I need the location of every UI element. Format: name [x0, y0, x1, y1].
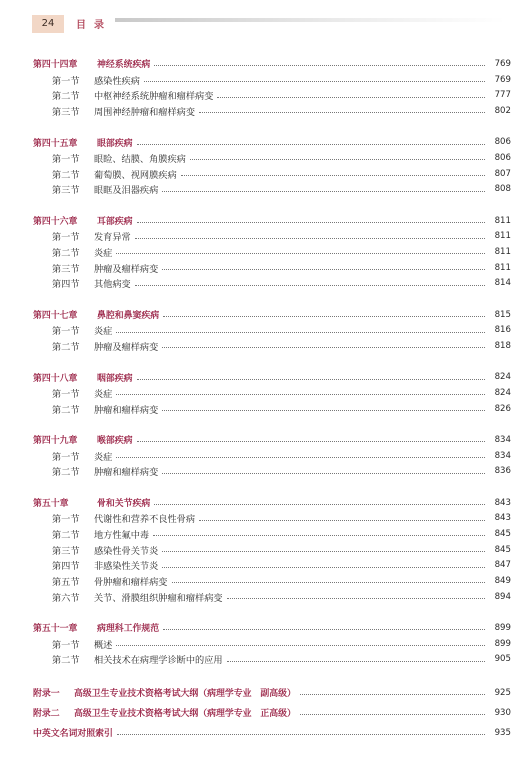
dot-leader: [135, 238, 485, 239]
dot-leader: [116, 457, 485, 458]
section-entry[interactable]: [33, 589, 511, 605]
section-entry-title: 肿瘤和瘤样病变: [94, 404, 159, 416]
section-entry-label: 第一节: [52, 153, 80, 165]
section-entry-title: 概述: [94, 639, 113, 651]
chapter-entry-label: 第四十六章: [33, 217, 78, 228]
chapter-entry-page: 843: [494, 497, 511, 508]
dot-leader: [162, 473, 485, 474]
section-entry-label: 第四节: [52, 561, 80, 573]
dot-leader: [162, 347, 485, 348]
dot-leader: [300, 714, 485, 715]
appendix-entry-page: 935: [494, 727, 511, 738]
section-entry[interactable]: [33, 103, 511, 119]
section-entry-label: 第四节: [52, 279, 80, 291]
section-entry-title: 炎症: [94, 388, 113, 400]
section-entry-title: 肿瘤及瘤样病变: [94, 263, 159, 275]
section-entry-page: 811: [494, 231, 511, 242]
section-entry-page: 847: [494, 560, 511, 571]
page-number: 24: [32, 15, 64, 33]
chapter-entry[interactable]: [33, 134, 511, 150]
section-entry-title: 眼睑、结膜、角膜疾病: [94, 153, 186, 165]
section-entry-page: 777: [494, 90, 511, 101]
dot-leader: [199, 112, 485, 113]
section-entry-page: 843: [494, 513, 511, 524]
dot-leader: [154, 65, 485, 66]
section-entry-label: 第二节: [52, 169, 80, 181]
section-entry[interactable]: [33, 244, 511, 260]
chapter-entry-title: 病理科工作规范: [97, 624, 160, 635]
chapter-entry-title: 骨和关节疾病: [97, 499, 151, 510]
chapter-entry[interactable]: [33, 213, 511, 229]
section-entry[interactable]: [33, 260, 511, 276]
section-entry-title: 中枢神经系统肿瘤和瘤样病变: [94, 91, 214, 103]
section-entry-label: 第一节: [52, 514, 80, 526]
section-entry-title: 眼眶及泪器疾病: [94, 185, 159, 197]
chapter-entry-label: 第四十九章: [33, 436, 78, 447]
section-entry[interactable]: [33, 322, 511, 338]
dot-leader: [163, 629, 485, 630]
chapter-entry-label: 第四十七章: [33, 311, 78, 322]
dot-leader: [163, 316, 485, 317]
chapter-gap: [33, 354, 511, 370]
chapter-entry-label: 第四十四章: [33, 60, 78, 71]
section-entry-page: 834: [494, 450, 511, 461]
section-entry-title: 关节、滑膜组织肿瘤和瘤样病变: [94, 592, 223, 604]
chapter-entry-label: 第四十八章: [33, 373, 78, 384]
chapter-entry-title: 耳部疾病: [97, 217, 133, 228]
section-entry[interactable]: [33, 228, 511, 244]
section-entry-label: 第六节: [52, 592, 80, 604]
chapter-entry[interactable]: [33, 56, 511, 72]
section-entry-label: 第一节: [52, 75, 80, 87]
section-entry-page: 807: [494, 168, 511, 179]
section-entry[interactable]: [33, 72, 511, 88]
section-entry-page: 806: [494, 152, 511, 163]
dot-leader: [227, 661, 485, 662]
section-entry[interactable]: [33, 181, 511, 197]
section-entry[interactable]: [33, 87, 511, 103]
section-entry-label: 第三节: [52, 545, 80, 557]
dot-leader: [153, 535, 485, 536]
appendix-entry-label: 附录一: [33, 689, 60, 700]
section-entry-label: 第二节: [52, 247, 80, 259]
section-entry-title: 炎症: [94, 451, 113, 463]
chapter-entry-title: 咽部疾病: [97, 373, 133, 384]
dot-leader: [199, 520, 485, 521]
section-entry-page: 818: [494, 340, 511, 351]
section-entry[interactable]: [33, 636, 511, 652]
dot-leader: [162, 551, 485, 552]
section-entry-page: 814: [494, 278, 511, 289]
chapter-entry-page: 824: [494, 372, 511, 383]
section-entry-title: 肿瘤和瘤样病变: [94, 467, 159, 479]
section-entry-label: 第一节: [52, 326, 80, 338]
dot-leader: [172, 582, 486, 583]
section-entry-page: 899: [494, 638, 511, 649]
chapter-entry-title: 神经系统疾病: [97, 60, 151, 71]
section-entry-title: 骨肿瘤和瘤样病变: [94, 576, 168, 588]
section-entry[interactable]: [33, 401, 511, 417]
section-entry-page: 824: [494, 387, 511, 398]
dot-leader: [116, 394, 485, 395]
section-entry-page: 816: [494, 325, 511, 336]
section-entry-title: 非感染性关节炎: [94, 561, 159, 573]
section-entry-title: 代谢性和营养不良性骨病: [94, 514, 196, 526]
chapter-gap: [33, 197, 511, 213]
dot-leader: [135, 285, 485, 286]
section-entry-title: 感染性疾病: [94, 75, 140, 87]
section-entry-page: 769: [494, 74, 511, 85]
page-header: [0, 0, 531, 40]
chapter-entry-page: 834: [494, 434, 511, 445]
section-entry-label: 第二节: [52, 655, 80, 667]
chapter-gap: [33, 291, 511, 307]
section-entry-title: 感染性骨关节炎: [94, 545, 159, 557]
section-entry-title: 周围神经肿瘤和瘤样病变: [94, 106, 196, 118]
section-entry-title: 葡萄膜、视网膜疾病: [94, 169, 177, 181]
dot-leader: [144, 81, 485, 82]
section-entry[interactable]: [33, 542, 511, 558]
section-entry-title: 肿瘤及瘤样病变: [94, 341, 159, 353]
dot-leader: [190, 159, 485, 160]
section-entry-label: 第二节: [52, 404, 80, 416]
section-entry-label: 第三节: [52, 185, 80, 197]
section-entry-page: 826: [494, 403, 511, 414]
dot-leader: [300, 694, 485, 695]
chapter-gap: [33, 667, 511, 683]
appendix-entry-title: 高级卫生专业技术资格考试大纲（病理学专业 副高级）: [74, 689, 296, 700]
section-entry-title: 相关技术在病理学诊断中的应用: [94, 655, 223, 667]
chapter-entry[interactable]: [33, 620, 511, 636]
section-entry[interactable]: [33, 557, 511, 573]
dot-leader: [116, 332, 485, 333]
section-entry-page: 811: [494, 246, 511, 257]
dot-leader: [162, 567, 485, 568]
chapter-entry-label: 第五十一章: [33, 624, 78, 635]
dot-leader: [217, 97, 485, 98]
dot-leader: [162, 269, 485, 270]
appendix-entry-page: 925: [494, 687, 511, 698]
section-entry-label: 第三节: [52, 106, 80, 118]
section-entry-page: 845: [494, 544, 511, 555]
appendix-entry-title: 中英文名词对照索引: [33, 729, 113, 740]
dot-leader: [154, 504, 485, 505]
table-of-contents: [33, 56, 511, 743]
chapter-entry[interactable]: [33, 307, 511, 323]
section-entry[interactable]: [33, 573, 511, 589]
section-entry-page: 849: [494, 575, 511, 586]
chapter-entry-title: 鼻腔和鼻窦疾病: [97, 311, 160, 322]
dot-leader: [137, 222, 486, 223]
section-entry-label: 第三节: [52, 263, 80, 275]
section-entry[interactable]: [33, 275, 511, 291]
section-entry-title: 其他病变: [94, 279, 131, 291]
chapter-entry[interactable]: [33, 432, 511, 448]
section-entry-title: 炎症: [94, 326, 113, 338]
section-entry-page: 808: [494, 184, 511, 195]
section-entry-label: 第一节: [52, 451, 80, 463]
section-entry[interactable]: [33, 166, 511, 182]
chapter-entry-page: 815: [494, 309, 511, 320]
section-entry-title: 地方性氟中毒: [94, 529, 150, 541]
section-entry[interactable]: [33, 448, 511, 464]
chapter-gap: [33, 605, 511, 621]
chapter-gap: [33, 119, 511, 135]
section-entry-page: 802: [494, 105, 511, 116]
chapter-gap: [33, 416, 511, 432]
dot-leader: [116, 645, 485, 646]
section-entry[interactable]: [33, 651, 511, 667]
section-entry-label: 第一节: [52, 639, 80, 651]
chapter-entry-page: 769: [494, 58, 511, 69]
section-entry[interactable]: [33, 463, 511, 479]
appendix-entry[interactable]: [33, 723, 511, 743]
dot-leader: [116, 253, 485, 254]
dot-leader: [181, 175, 485, 176]
chapter-entry-page: 806: [494, 137, 511, 148]
section-entry-label: 第二节: [52, 341, 80, 353]
chapter-entry-title: 喉部疾病: [97, 436, 133, 447]
dot-leader: [137, 144, 486, 145]
section-entry[interactable]: [33, 338, 511, 354]
section-entry-label: 第二节: [52, 529, 80, 541]
chapter-entry-page: 811: [494, 215, 511, 226]
appendix-entry-title: 高级卫生专业技术资格考试大纲（病理学专业 正高级）: [74, 709, 296, 720]
header-title: 目录: [76, 20, 112, 31]
header-rule: [115, 18, 505, 22]
section-entry[interactable]: [33, 510, 511, 526]
section-entry-page: 811: [494, 262, 511, 273]
section-entry-label: 第二节: [52, 91, 80, 103]
appendix-entry-page: 930: [494, 707, 511, 718]
dot-leader: [137, 441, 486, 442]
dot-leader: [227, 598, 485, 599]
chapter-entry-page: 899: [494, 622, 511, 633]
section-entry[interactable]: [33, 385, 511, 401]
dot-leader: [162, 191, 485, 192]
chapter-entry-label: 第五十章: [33, 499, 69, 510]
section-entry-label: 第一节: [52, 232, 80, 244]
section-entry-page: 894: [494, 591, 511, 602]
dot-leader: [117, 734, 485, 735]
chapter-gap: [33, 479, 511, 495]
chapter-entry-title: 眼部疾病: [97, 138, 133, 149]
section-entry-page: 905: [494, 654, 511, 665]
section-entry[interactable]: [33, 150, 511, 166]
section-entry[interactable]: [33, 526, 511, 542]
section-entry-title: 发育异常: [94, 232, 131, 244]
section-entry-label: 第五节: [52, 576, 80, 588]
dot-leader: [162, 410, 485, 411]
appendix-entry[interactable]: [33, 683, 511, 703]
appendix-entry[interactable]: [33, 703, 511, 723]
section-entry-label: 第一节: [52, 388, 80, 400]
chapter-entry[interactable]: [33, 495, 511, 511]
dot-leader: [137, 379, 486, 380]
chapter-entry[interactable]: [33, 369, 511, 385]
section-entry-label: 第二节: [52, 467, 80, 479]
section-entry-page: 845: [494, 528, 511, 539]
chapter-entry-label: 第四十五章: [33, 138, 78, 149]
section-entry-page: 836: [494, 466, 511, 477]
appendix-entry-label: 附录二: [33, 709, 60, 720]
section-entry-title: 炎症: [94, 247, 113, 259]
